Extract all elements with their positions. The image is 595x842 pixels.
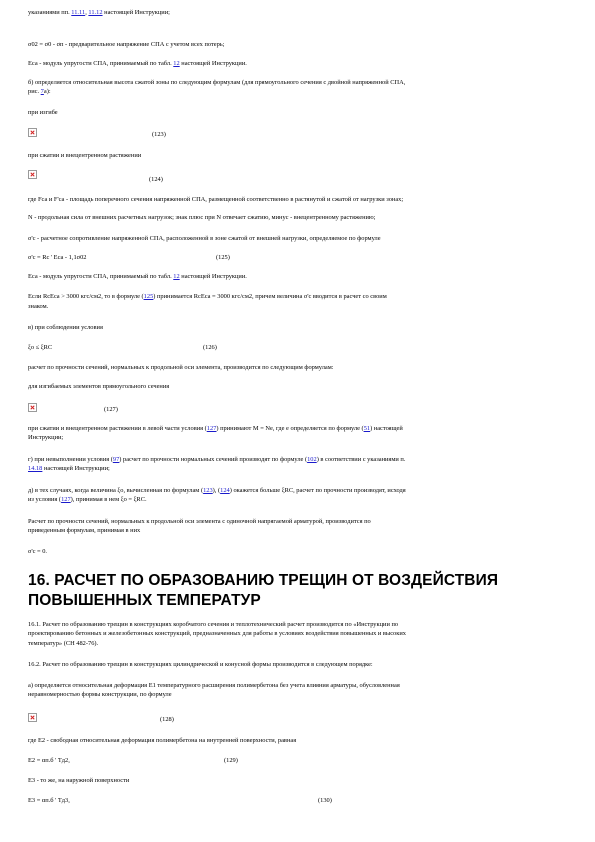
formula: Е3 = αп.б ' Tд3,	[28, 797, 70, 804]
equation-number: (129)	[224, 757, 238, 764]
paragraph-line: б) определяется относительная высота сжатой зоны по следующим формулам (для прямоугольного сечения с двойной напряженной СПА,	[28, 79, 406, 86]
equation-number: (124)	[149, 176, 163, 183]
paragraph-line: д) в тех случаях, когда величина ξо, вычисленная по формулам (123), (124) окажется больше ξRС, расчет по прочности производят, исходя	[28, 487, 406, 494]
equation-number: (130)	[318, 797, 332, 804]
equation-number: (123)	[152, 131, 166, 138]
link-formula-124[interactable]: 124	[220, 487, 230, 494]
paragraph: σ'с = 0.	[28, 548, 48, 555]
paragraph: Е3 - то же, на наружной поверхности	[28, 777, 130, 784]
link-section-14-18[interactable]: 14.18	[28, 465, 43, 472]
equation-number: (128)	[160, 716, 174, 723]
paragraph-line: неравномерностью формы конструкции, по формуле	[28, 691, 172, 698]
paragraph: где Е2 - свободная относительная деформация полимербетона на внутренней поверхности, равная	[28, 737, 297, 744]
link-formula-127[interactable]: 127	[61, 496, 71, 503]
paragraph-line: 16.1. Расчет по образованию трещин в конструкциях коробчатого сечения и теплотехнический расчет производится по «Инструкции по	[28, 621, 399, 628]
broken-image-icon	[28, 713, 37, 722]
equation-number: (126)	[203, 344, 217, 351]
broken-image-icon	[28, 170, 37, 179]
link-table-12[interactable]: 12	[173, 60, 180, 67]
equation-number: (127)	[104, 406, 118, 413]
paragraph-line: проектированию бетонных и железобетонных конструкций, предназначенных для работы в условиях воздействия повышенных и высоких	[28, 630, 406, 637]
paragraph-line: г) при невыполнении условия (97) расчет по прочности нормальных сечений производят по формуле (102) в соответствии с указаниями п.	[28, 456, 406, 463]
paragraph-line: рис. 7а):	[28, 88, 51, 95]
link-11-11[interactable]: 11.11	[71, 9, 86, 16]
paragraph-line: Расчет по прочности сечений, нормальных к продольной оси элемента с одиночной напрягаемой арматурой, производится по	[28, 518, 371, 525]
paragraph: при изгибе	[28, 109, 58, 116]
paragraph-line: при сжатии и внецентренном растяжении в левой части условия (127) принимают M = Ne, где e определяется по формуле (51) настоящей	[28, 425, 403, 432]
link-formula-123[interactable]: 123	[203, 487, 213, 494]
paragraph: σ02 = σ0 - σп - предварительное напряжение СПА с учетом всех потерь;	[28, 41, 225, 48]
paragraph-line: Если RcEca > 3000 кгс/см2, то в формуле (125) принимается RcEca = 3000 кгс/см2, причем величина σ'с вводится в расчет со своим	[28, 293, 387, 300]
paragraph: в) при соблюдении условия	[28, 324, 103, 331]
broken-image-icon	[28, 128, 37, 137]
link-figure-7[interactable]: 7	[40, 88, 44, 95]
formula: Е2 = αп.б ' Tд2,	[28, 757, 70, 764]
broken-image-icon	[28, 403, 37, 412]
link-formula-125[interactable]: 125	[143, 293, 154, 300]
paragraph: расчет по прочности сечений, нормальных к продольной оси элемента, производится по следующим формулам:	[28, 364, 334, 371]
section-heading: 16. РАСЧЕТ ПО ОБРАЗОВАНИЮ ТРЕЩИН ОТ ВОЗДЕЙСТВИЯ ПОВЫШЕННЫХ ТЕМПЕРАТУР	[28, 572, 499, 609]
paragraph-line: а) определяется относительная деформация Е1 температурного расширения полимербетона без учета влияния арматуры, обусловленная	[28, 682, 400, 689]
link-formula-102[interactable]: 102	[307, 456, 317, 463]
paragraph-line: 14.18 настоящей Инструкции;	[28, 465, 110, 472]
paragraph: при сжатии и внецентренном растяжении	[28, 152, 142, 159]
paragraph: σ'с - расчетное сопротивление напряженной СПА, расположенной в зоне сжатой от внешней нагрузки, определяемое по формуле	[28, 235, 381, 242]
paragraph: указаниями пп. 11.11, 11.12 настоящей Инструкции;	[28, 9, 170, 16]
link-11-12[interactable]: 11.12	[88, 9, 103, 16]
paragraph-line: Инструкции;	[28, 434, 64, 441]
paragraph: для изгибаемых элементов прямоугольного сечения	[28, 383, 170, 390]
link-table-12[interactable]: 12	[173, 273, 180, 280]
link-formula-51[interactable]: 51	[363, 425, 371, 432]
paragraph: где Fса и F'са - площадь поперечного сечения напряженной СПА, размещенной соответственно в растянутой и сжатой от нагрузки зонах;	[28, 196, 404, 203]
paragraph-line: из условия (127), принимая в нем ξо = ξRС.	[28, 496, 147, 503]
paragraph-line: приведенным формулам, принимая в них	[28, 527, 141, 534]
equation-number: (125)	[216, 254, 230, 261]
paragraph: Еса - модуль упругости СПА, принимаемый по табл. 12 настоящей Инструкции.	[28, 60, 247, 67]
paragraph: Еса - модуль упругости СПА, принимаемый по табл. 12 настоящей Инструкции.	[28, 273, 247, 280]
paragraph: N - продольная сила от внешних расчетных нагрузок; знак плюс при N отвечает сжатию, минус - внецентренному растяжению;	[28, 214, 376, 221]
formula: ξо ≤ ξRС	[28, 344, 53, 351]
paragraph-line: знаком.	[28, 303, 49, 310]
link-formula-97[interactable]: 97	[112, 456, 120, 463]
paragraph-line: температур» (СН 482-76).	[28, 640, 99, 647]
paragraph: 16.2. Расчет по образованию трещин в конструкциях цилиндрической и конусной формы производится в следующем порядке:	[28, 661, 373, 668]
link-formula-127[interactable]: 127	[206, 425, 217, 432]
formula: σ'с = Rс ' Еса - 1,1σ02	[28, 254, 87, 261]
